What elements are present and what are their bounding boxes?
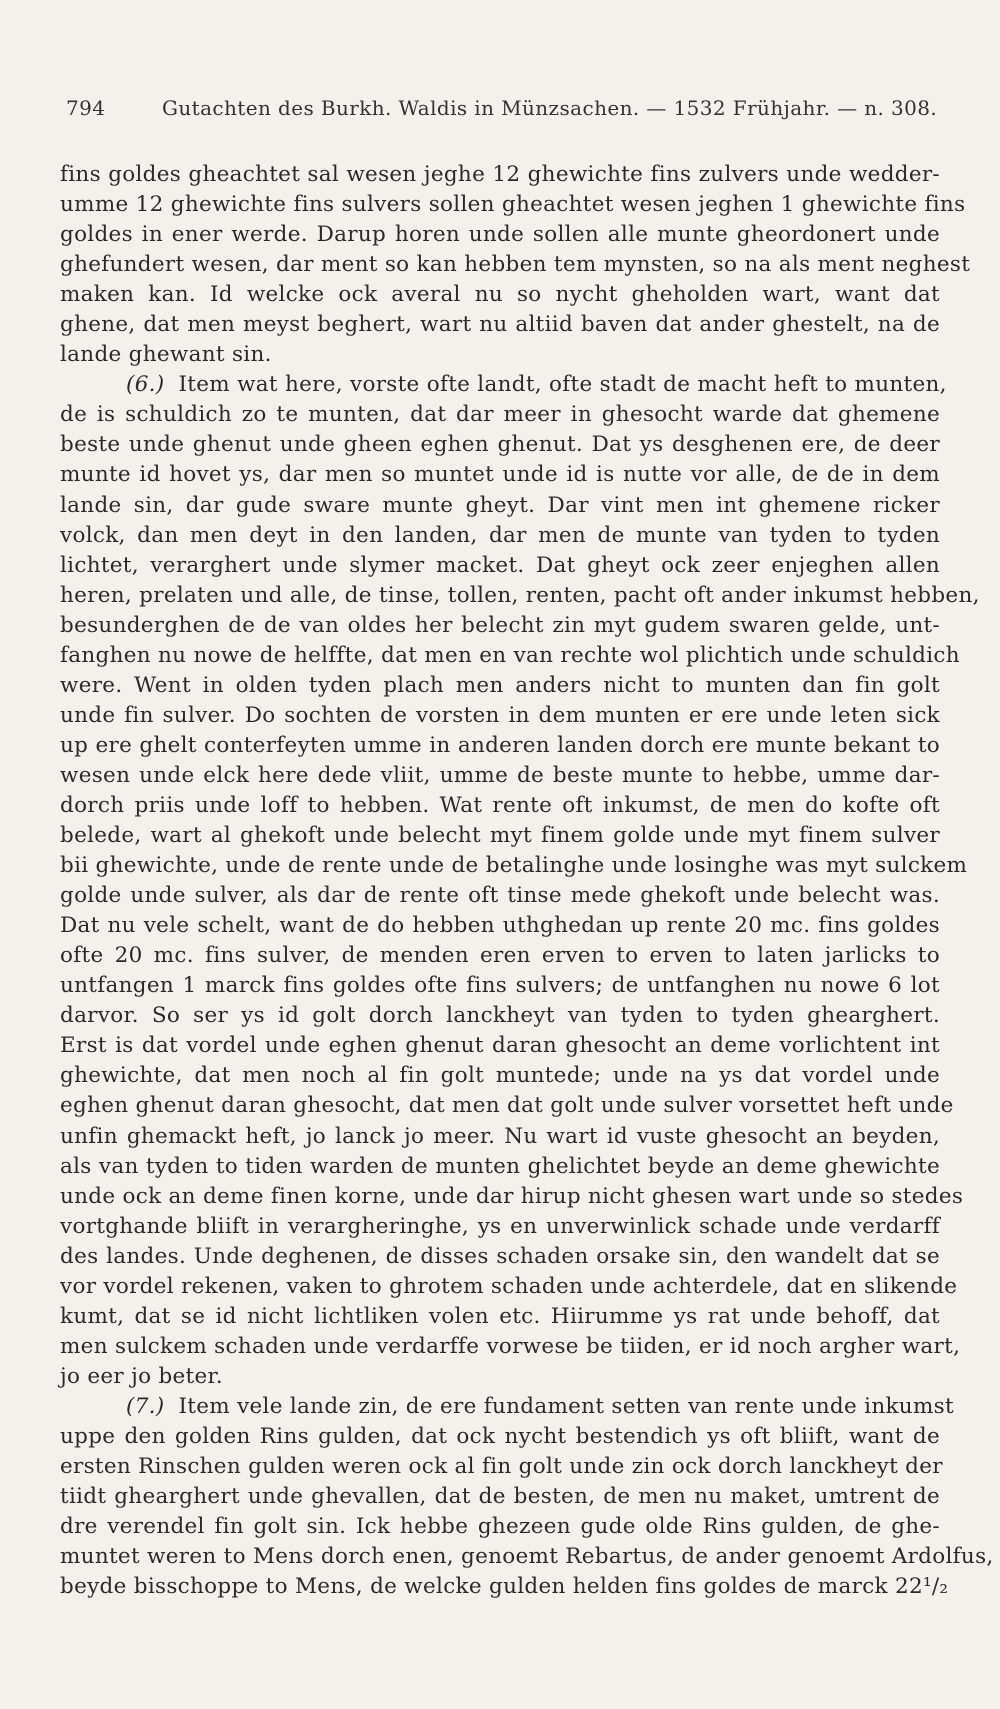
- line-text: volck, dan men deyt in den landen, dar men de munte van tyden to tyden: [60, 522, 940, 548]
- text-line: [60, 701, 940, 731]
- line-text: ersten Rinschen gulden weren ock al fin golt unde zin ock dorch lanckheyt der: [60, 1454, 943, 1480]
- line-text: maken kan. Id welcke ock averal nu so nycht gheholden wart, want dat: [60, 282, 940, 308]
- line-text: fanghen nu nowe de helffte, dat men en van rechte wol plichtich unde schuldich: [60, 642, 960, 668]
- line-text: fins goldes gheachtet sal wesen jeghe 12 ghewichte fins zulvers unde wedder-: [60, 162, 940, 187]
- line-text: up ere ghelt conterfeyten umme in anderen landen dorch ere munte bekant to: [60, 732, 940, 758]
- line-text: darvor. So ser ys id golt dorch lanckheyt van tyden to tyden ghearghert.: [60, 1003, 940, 1029]
- text-line: [60, 1272, 958, 1302]
- section-number: (6.): [126, 372, 165, 398]
- text-line: [60, 881, 940, 911]
- line-text: bii ghewichte, unde de rente unde de betalinghe unde losinghe was myt sulckem: [60, 853, 968, 879]
- line-text: des landes. Unde deghenen, de disses schaden orsake sin, den wandelt dat se: [60, 1243, 940, 1269]
- line-text: wesen unde elck here dede vliit, umme de beste munte to hebbe, umme dar-: [60, 762, 940, 788]
- text-line: [60, 971, 940, 1001]
- line-text: unfin ghemackt heft, jo lanck jo meer. Nu wart id vuste ghesocht an beyden,: [60, 1123, 940, 1149]
- text-line: [60, 1001, 940, 1031]
- page-number: 794: [66, 96, 106, 120]
- text-line: [60, 1061, 940, 1091]
- line-text: ghefundert wesen, dar ment so kan hebben tem mynsten, so na als ment neghest: [60, 252, 971, 278]
- text-line: [60, 370, 947, 400]
- text-line: [60, 160, 940, 190]
- text-line: [60, 460, 940, 490]
- line-text: ghene, dat men meyst beghert, wart nu altiid baven dat ander ghestelt, na de: [60, 312, 940, 338]
- text-line: [60, 1212, 940, 1242]
- text-line: [60, 310, 940, 340]
- text-line: [60, 821, 940, 851]
- text-line: [60, 551, 940, 581]
- line-text: Item wat here, vorste ofte landt, ofte stadt de macht heft to munten,: [178, 372, 947, 398]
- text-line: [60, 1091, 954, 1121]
- text-line: [60, 1482, 940, 1512]
- text-line: [60, 1152, 940, 1182]
- line-text: unde fin sulver. Do sochten de vorsten in dem munten er ere unde leten sick: [60, 702, 940, 728]
- text-line: [60, 1332, 961, 1362]
- text-line: [60, 1302, 940, 1332]
- text-line: [60, 731, 940, 761]
- line-text: goldes in ener werde. Darup horen unde sollen alle munte gheordonert unde: [60, 222, 940, 248]
- line-text: uppe den golden Rins gulden, dat ock nycht bestendich ys oft bliift, want de: [60, 1423, 940, 1449]
- line-text: Item vele lande zin, de ere fundament setten van rente unde inkumst: [178, 1393, 954, 1419]
- line-text: ofte 20 mc. fins sulver, de menden eren erven to erven to laten jarlicks to: [60, 943, 940, 969]
- running-head: [62, 96, 942, 124]
- text-line: [60, 641, 960, 671]
- paragraph: [60, 160, 971, 370]
- line-text: beyde bisschoppe to Mens, de welcke gulden helden fins goldes de marck 22¹/₂: [60, 1574, 949, 1600]
- text-line: [60, 280, 940, 310]
- text-line: [60, 1392, 954, 1422]
- text-line: [60, 340, 940, 370]
- paragraph: [60, 370, 980, 1392]
- text-line: [60, 250, 971, 280]
- line-text: besunderghen de de van oldes her belecht zin myt gudem swaren gelde, unt-: [60, 612, 940, 638]
- text-line: [60, 430, 940, 460]
- text-line: [60, 611, 940, 641]
- line-text: jo eer jo beter.: [60, 1363, 223, 1389]
- text-line: [60, 521, 940, 551]
- text-line: [60, 581, 980, 611]
- line-text: kumt, dat se id nicht lichtliken volen etc. Hiirumme ys rat unde behoff, dat: [60, 1303, 940, 1329]
- line-text: beste unde ghenut unde gheen eghen ghenut. Dat ys desghenen ere, de deer: [60, 432, 940, 458]
- text-line: [60, 1542, 994, 1572]
- line-text: golde unde sulver, als dar de rente oft tinse mede ghekoft unde belecht was.: [60, 883, 940, 909]
- text-line: [60, 1122, 940, 1152]
- text-line: [60, 1362, 940, 1392]
- line-text: were. Went in olden tyden plach men anders nicht to munten dan fin golt: [60, 672, 940, 698]
- body-text: [60, 160, 994, 1602]
- line-text: vor vordel rekenen, vaken to ghrotem schaden unde achterdele, dat en slikende: [60, 1273, 958, 1299]
- text-line: [60, 1242, 940, 1272]
- line-text: Erst is dat vordel unde eghen ghenut daran ghesocht an deme vorlichtent int: [60, 1033, 940, 1059]
- text-line: [60, 911, 940, 941]
- text-line: [60, 1452, 943, 1482]
- line-text: ghewichte, dat men noch al fin golt muntede; unde na ys dat vordel unde: [60, 1063, 940, 1089]
- line-text: munte id hovet ys, dar men so muntet unde id is nutte vor alle, de de in dem: [60, 462, 940, 488]
- line-text: vortghande bliift in verargheringhe, ys en unverwinlick schade unde verdarff: [60, 1213, 940, 1239]
- line-text: als van tyden to tiden warden de munten ghelichtet beyde an deme ghewichte: [60, 1153, 940, 1179]
- line-text: tiidt ghearghert unde ghevallen, dat de besten, de men nu maket, umtrent de: [60, 1484, 940, 1510]
- text-line: [60, 1031, 940, 1061]
- line-text: men sulckem schaden unde verdarffe vorwese be tiiden, er id noch argher wart,: [60, 1333, 961, 1359]
- text-line: [60, 851, 968, 881]
- text-line: [60, 220, 940, 250]
- text-line: [60, 1422, 940, 1452]
- line-text: lande ghewant sin.: [60, 342, 272, 368]
- line-text: lichtet, verarghert unde slymer macket. Dat gheyt ock zeer enjeghen allen: [60, 552, 940, 578]
- paragraph: [60, 1392, 994, 1602]
- text-line: [60, 761, 940, 791]
- line-text: lande sin, dar gude sware munte gheyt. Dar vint men int ghemene ricker: [60, 492, 940, 518]
- line-text: umme 12 ghewichte fins sulvers sollen gheachtet wesen jeghen 1 ghewichte fins: [60, 192, 966, 218]
- line-text: eghen ghenut daran ghesocht, dat men dat golt unde sulver vorsettet heft unde: [60, 1093, 954, 1119]
- line-text: untfangen 1 marck fins goldes ofte fins sulvers; de untfanghen nu nowe 6 lot: [60, 973, 940, 999]
- text-line: [60, 1512, 940, 1542]
- text-line: [60, 671, 940, 701]
- line-text: belede, wart al ghekoft unde belecht myt finem golde unde myt finem sulver: [60, 823, 940, 849]
- section-number: (7.): [126, 1393, 165, 1419]
- line-text: unde ock an deme finen korne, unde dar hirup nicht ghesen wart unde so stedes: [60, 1183, 964, 1209]
- line-text: muntet weren to Mens dorch enen, genoemt Rebartus, de ander genoemt Ardolfus,: [60, 1544, 994, 1570]
- text-line: [60, 1572, 949, 1602]
- text-line: [60, 1182, 964, 1212]
- header-title: Gutachten des Burkh. Waldis in Münzsachen. — 1532 Frühjahr. — n. 308.: [162, 96, 938, 120]
- line-text: dorch priis unde loff to hebben. Wat rente oft inkumst, de men do kofte oft: [60, 792, 940, 818]
- text-line: [60, 491, 940, 521]
- text-line: [60, 791, 940, 821]
- text-line: [60, 190, 966, 220]
- line-text: de is schuldich zo te munten, dat dar meer in ghesocht warde dat ghemene: [60, 402, 940, 428]
- line-text: heren, prelaten und alle, de tinse, tollen, renten, pacht oft ander inkumst hebben,: [60, 582, 980, 608]
- text-line: [60, 941, 940, 971]
- line-text: dre verendel fin golt sin. Ick hebbe ghezeen gude olde Rins gulden, de ghe-: [60, 1514, 940, 1540]
- line-text: Dat nu vele schelt, want de do hebben uthghedan up rente 20 mc. fins goldes: [60, 913, 940, 939]
- text-line: [60, 400, 940, 430]
